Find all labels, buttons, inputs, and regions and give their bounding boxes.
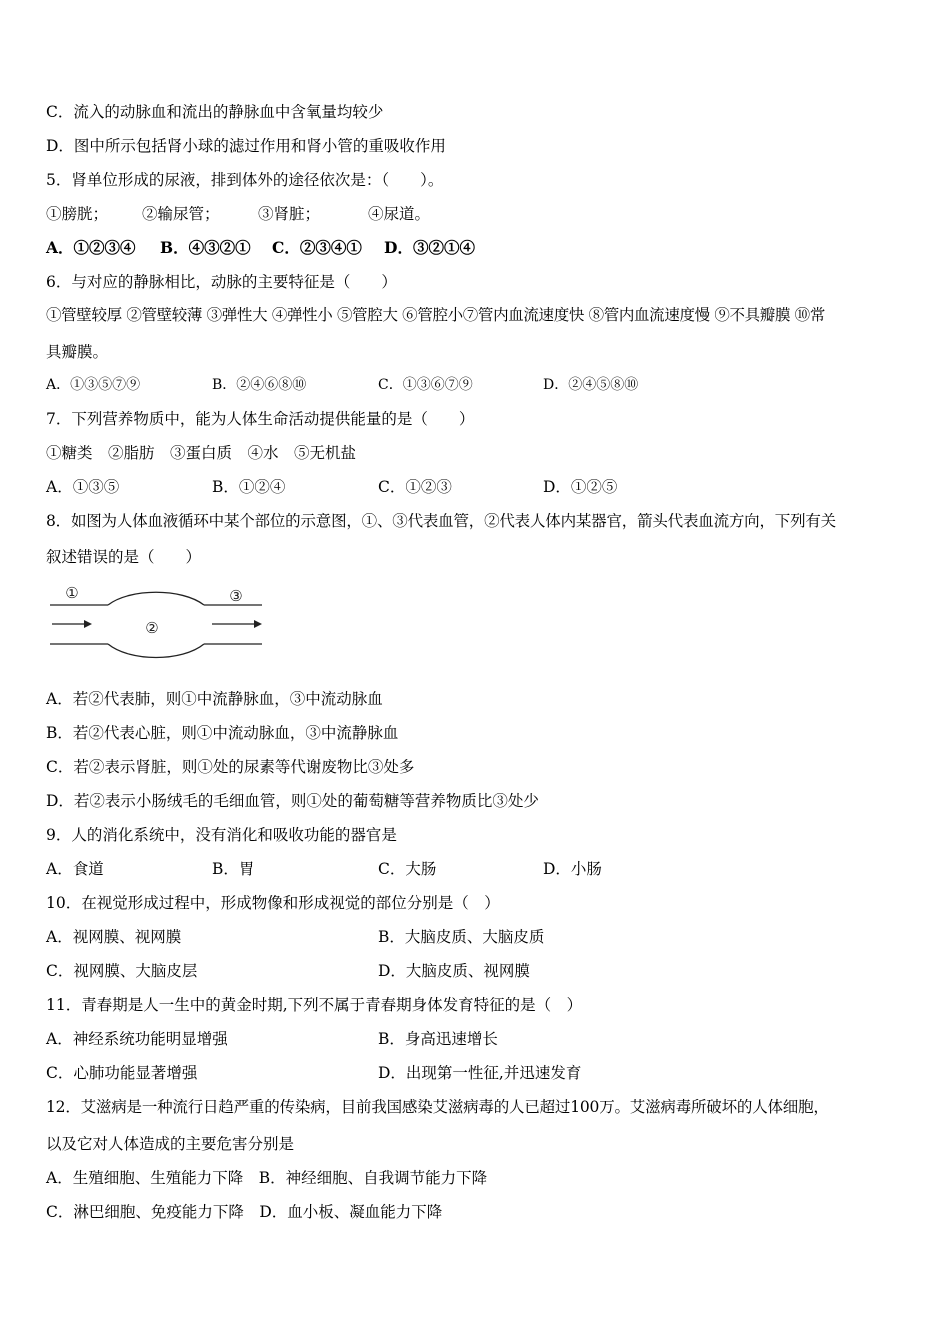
q12-stem-line1: 12．艾滋病是一种流行日趋严重的传染病，目前我国感染艾滋病毒的人已超过100万。艾滋病毒所破坏的人体细胞， <box>46 1098 829 1116</box>
q11-stem: 11．青春期是人一生中的黄金时期,下列不属于青春期身体发育特征的是（ ） <box>46 996 583 1014</box>
q6-option-a: A．①③⑤⑦⑨ <box>46 377 141 393</box>
q8-option-a: A．若②代表肺，则①中流静脉血，③中流动脉血 <box>46 690 383 708</box>
q12-stem-line2: 以及它对人体造成的主要危害分别是 <box>46 1135 295 1153</box>
q4-option-c: C．流入的动脉血和流出的静脉血中含氧量均较少 <box>46 103 384 121</box>
q5-item-4: ④尿道。 <box>368 205 431 223</box>
blood-flow-diagram <box>44 578 270 664</box>
diagram-label-1: ① <box>65 584 79 602</box>
q5-option-a: A．①②③④ <box>46 238 136 257</box>
diagram-label-2: ② <box>145 619 159 637</box>
q5-item-1: ①膀胱； <box>46 205 109 223</box>
q7-items: ①糖类 ②脂肪 ③蛋白质 ④水 ⑤无机盐 <box>46 444 357 462</box>
q10-option-c: C．视网膜、大脑皮层 <box>46 962 198 980</box>
q8-stem-line1: 8．如图为人体血液循环中某个部位的示意图，①、③代表血管，②代表人体内某器官，箭头代表血流方向，下列有关 <box>46 512 836 530</box>
q5-option-d: D．③②①④ <box>384 238 475 257</box>
q10-stem: 10．在视觉形成过程中，形成物像和形成视觉的部位分别是（ ） <box>46 894 500 912</box>
q8-option-d: D．若②表示小肠绒毛的毛细血管，则①处的葡萄糖等营养物质比③处少 <box>46 792 539 810</box>
q7-option-b: B．①②④ <box>212 478 286 496</box>
q6-option-c: C．①③⑥⑦⑨ <box>378 377 473 393</box>
q9-option-b: B．胃 <box>212 860 255 878</box>
q6-items-line1: ①管壁较厚 ②管壁较薄 ③弹性大 ④弹性小 ⑤管腔大 ⑥管腔小⑦管内血流速度快 ⑧管内血流速度慢 ⑨不具瓣膜 ⑩常 <box>46 306 825 324</box>
q8-option-b: B．若②代表心脏，则①中流动脉血，③中流静脉血 <box>46 724 399 742</box>
q12-options-line1: A．生殖细胞、生殖能力下降 B．神经细胞、自我调节能力下降 <box>46 1169 488 1187</box>
q9-option-a: A．食道 <box>46 860 104 878</box>
q11-option-d: D．出现第一性征,并迅速发育 <box>378 1064 582 1082</box>
q11-option-b: B．身高迅速增长 <box>378 1030 498 1048</box>
q5-item-2: ②输尿管； <box>142 205 220 223</box>
q8-stem-line2: 叙述错误的是（ ） <box>46 548 202 566</box>
q7-stem: 7．下列营养物质中，能为人体生命活动提供能量的是（ ） <box>46 410 475 428</box>
diagram-label-3: ③ <box>229 587 243 605</box>
q7-option-c: C．①②③ <box>378 478 452 496</box>
q10-option-d: D．大脑皮质、视网膜 <box>378 962 530 980</box>
q12-options-line2: C．淋巴细胞、免疫能力下降 D．血小板、凝血能力下降 <box>46 1203 443 1221</box>
q8-option-c: C．若②表示肾脏，则①处的尿素等代谢废物比③处多 <box>46 758 415 776</box>
q4-option-d: D．图中所示包括肾小球的滤过作用和肾小管的重吸收作用 <box>46 137 446 155</box>
q6-stem: 6．与对应的静脉相比，动脉的主要特征是（ ） <box>46 273 397 291</box>
q9-stem: 9．人的消化系统中，没有消化和吸收功能的器官是 <box>46 826 397 844</box>
q5-stem: 5．肾单位形成的尿液，排到体外的途径依次是：（ ）。 <box>46 171 444 189</box>
q9-option-c: C．大肠 <box>378 860 437 878</box>
q11-option-a: A．神经系统功能明显增强 <box>46 1030 228 1048</box>
q6-option-b: B．②④⑥⑧⑩ <box>212 377 307 393</box>
q9-option-d: D．小肠 <box>543 860 602 878</box>
q6-option-d: D．②④⑤⑧⑩ <box>543 377 639 393</box>
q10-option-a: A．视网膜、视网膜 <box>46 928 182 946</box>
q6-items-line2: 具瓣膜。 <box>46 343 109 361</box>
q5-option-c: C．②③④① <box>272 238 362 257</box>
q5-option-b: B．④③②① <box>160 238 251 257</box>
q7-option-a: A．①③⑤ <box>46 478 120 496</box>
q11-option-c: C．心肺功能显著增强 <box>46 1064 198 1082</box>
q7-option-d: D．①②⑤ <box>543 478 618 496</box>
q10-option-b: B．大脑皮质、大脑皮质 <box>378 928 545 946</box>
q5-item-3: ③肾脏； <box>258 205 321 223</box>
